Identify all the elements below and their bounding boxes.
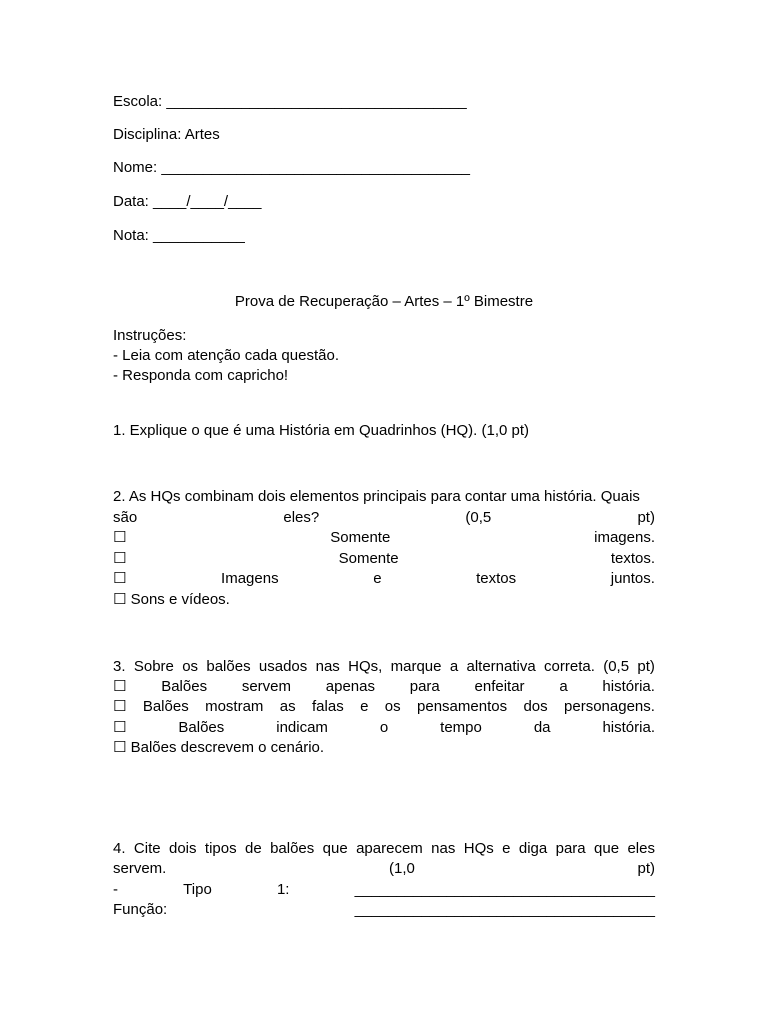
question-2-line-1: 2. As HQs combinam dois elementos principais para contar uma história. Quais (113, 488, 640, 505)
question-3-option-2[interactable]: ☐ Balões mostram as falas e os pensamentos dos personagens. (113, 698, 655, 715)
school-field: Escola: ____________________________________ (113, 93, 467, 110)
question-4-line-1: 4. Cite dois tipos de balões que aparecem nas HQs e diga para que eles (113, 840, 655, 857)
question-2-line-2: são eles? (0,5 pt) (113, 509, 655, 526)
date-field: Data: ____/____/____ (113, 193, 262, 210)
exam-title: Prova de Recuperação – Artes – 1º Bimestre (234, 293, 534, 310)
question-3-line-1: 3. Sobre os balões usados nas HQs, marque a alternativa correta. (0,5 pt) (113, 658, 655, 675)
instruction-item: - Responda com capricho! (113, 367, 289, 384)
question-2-option-3[interactable]: ☐ Imagens e textos juntos. (113, 570, 655, 587)
question-3-option-1[interactable]: ☐ Balões servem apenas para enfeitar a história. (113, 678, 655, 695)
name-field: Nome: _____________________________________ (113, 159, 471, 176)
grade-field: Nota: ___________ (113, 227, 245, 244)
question-4-line-2: servem. (1,0 pt) (113, 860, 655, 877)
instruction-item: - Leia com atenção cada questão. (113, 347, 339, 364)
question-2-option-1[interactable]: ☐ Somente imagens. (113, 529, 655, 546)
question-3-option-4[interactable]: ☐ Balões descrevem o cenário. (113, 739, 325, 756)
subject-field: Disciplina: Artes (113, 126, 220, 143)
question-3-option-3[interactable]: ☐ Balões indicam o tempo da história. (113, 719, 655, 736)
instructions-heading: Instruções: (113, 327, 187, 344)
question-4-function[interactable]: Função: ____________________________________ (113, 901, 655, 918)
question-2-option-2[interactable]: ☐ Somente textos. (113, 550, 655, 567)
question-4-type-1[interactable]: - Tipo 1: ____________________________________ (113, 881, 655, 898)
question-1: 1. Explique o que é uma História em Quadrinhos (HQ). (1,0 pt) (113, 422, 530, 439)
question-2-option-4[interactable]: ☐ Sons e vídeos. (113, 591, 230, 608)
